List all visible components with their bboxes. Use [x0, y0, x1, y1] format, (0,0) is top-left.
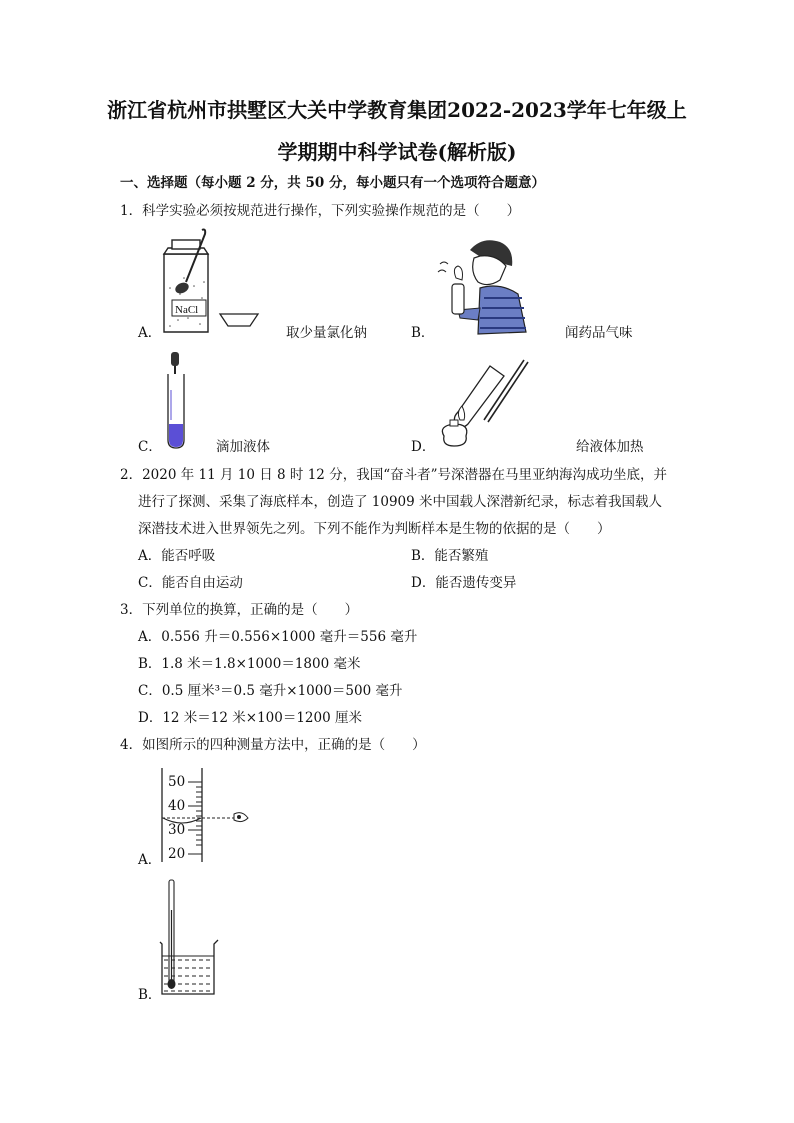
heating-liquid-illustration [430, 354, 540, 454]
q2-option-b: B．能否繁殖 [411, 548, 489, 564]
q1-option-b-letter: B． [411, 325, 435, 341]
q1-stem: 1．科学实验必须按规范进行操作，下列实验操作规范的是（ ） [120, 203, 521, 219]
q1-option-b-caption: 闻药品气味 [565, 325, 633, 341]
cylinder-tick-50: 50 [168, 774, 186, 790]
thermometer-beaker-illustration [158, 880, 228, 1000]
q1-option-c-letter: C． [138, 439, 162, 455]
dropper-testtube-illustration [160, 350, 200, 450]
cylinder-tick-40: 40 [168, 798, 186, 814]
q4-option-a-letter: A． [138, 852, 162, 868]
nacl-label: NaCl [175, 304, 199, 316]
q2-line2: 进行了探测、采集了海底样本，创造了 10909 米中国载人深潜新纪录，标志着我国载人 [138, 494, 663, 510]
q1-option-a-caption: 取少量氯化钠 [286, 325, 367, 341]
q1-option-a-letter: A． [138, 325, 162, 341]
cylinder-tick-30: 30 [168, 822, 186, 838]
document-title-line2: 学期期中科学试卷(解析版) [277, 140, 517, 164]
q1-option-d-letter: D． [411, 439, 436, 455]
q2-option-d: D．能否遗传变异 [411, 575, 517, 591]
q1-option-d-caption: 给液体加热 [576, 439, 644, 455]
q3-option-a: A．0.556 升＝0.556×1000 毫升＝556 毫升 [138, 629, 418, 645]
q1-option-c-caption: 滴加液体 [216, 439, 270, 455]
q4-stem: 4．如图所示的四种测量方法中，正确的是（ ） [120, 737, 426, 753]
q4-option-b-letter: B． [138, 987, 162, 1003]
smelling-person-illustration [430, 236, 540, 340]
document-title-line1: 浙江省杭州市拱墅区大关中学教育集团2022-2023学年七年级上 [107, 98, 687, 122]
cylinder-tick-20: 20 [168, 846, 186, 862]
section-heading: 一、选择题（每小题 2 分，共 50 分，每小题只有一个选项符合题意） [120, 175, 545, 191]
q2-option-c: C．能否自由运动 [138, 575, 243, 591]
q3-option-d: D．12 米＝12 米×100＝1200 厘米 [138, 710, 362, 726]
q3-stem: 3．下列单位的换算，正确的是（ ） [120, 602, 359, 618]
q2-line1: 2．2020 年 11 月 10 日 8 时 12 分，我国“奋斗者”号深潜器在马里亚纳海沟成功坐底，并 [120, 467, 667, 483]
q3-option-c: C．0.5 厘米³＝0.5 毫升×1000＝500 毫升 [138, 683, 403, 699]
nacl-jar-illustration [150, 228, 270, 338]
q2-option-a: A．能否呼吸 [138, 548, 216, 564]
q3-option-b: B．1.8 米＝1.8×1000＝1800 毫米 [138, 656, 361, 672]
q2-line3: 深潜技术进入世界领先之列。下列不能作为判断样本是生物的依据的是（ ） [138, 521, 611, 537]
